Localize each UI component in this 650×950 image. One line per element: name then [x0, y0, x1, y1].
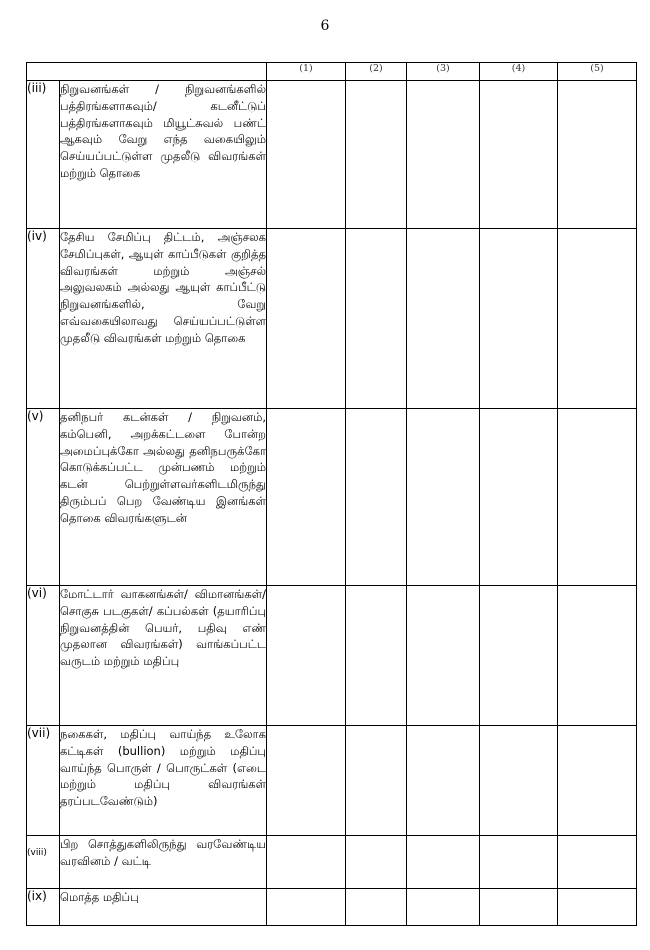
row-number: (iii)	[27, 81, 60, 229]
assets-table	[26, 62, 637, 926]
table-row	[27, 81, 637, 229]
value-cell[interactable]	[346, 836, 407, 889]
column-header: (5)	[558, 63, 637, 81]
header-row	[27, 63, 637, 81]
table-row	[27, 836, 637, 889]
value-cell[interactable]	[346, 229, 407, 409]
row-number: (vii)	[27, 726, 60, 836]
value-cell[interactable]	[558, 229, 637, 409]
value-cell[interactable]	[407, 409, 480, 586]
row-number: (iv)	[27, 229, 60, 409]
value-cell[interactable]	[346, 726, 407, 836]
column-header: (4)	[480, 63, 558, 81]
row-description: தேசிய சேமிப்பு திட்டம், அஞ்சலக சேமிப்புகள், ஆயுள் காப்பீடுகள் குறித்த விவரங்கள் மற்றும் அஞ்சல் அலுவலகம் அல்லது ஆயுள் காப்பீட்டு நிறுவனங்களில், வேறு எவ்வகையிலாவது செய்யப்பட்டுள்ள முதலீடு விவரங்கள் மற்றும் தொகை	[60, 229, 267, 409]
header-blank-cell	[27, 63, 267, 81]
table-row	[27, 229, 637, 409]
row-description: மோட்டார் வாகனங்கள்/ விமானங்கள்/சொகுசு படகுகள்/ கப்பல்கள் (தயாரிப்பு நிறுவனத்தின் பெயர், பதிவு எண் முதலான விவரங்கள்) வாங்கப்பட்ட வருடம் மற்றும் மதிப்பு	[60, 586, 267, 726]
value-cell[interactable]	[346, 409, 407, 586]
value-cell[interactable]	[558, 409, 637, 586]
value-cell[interactable]	[480, 586, 558, 726]
column-header: (2)	[346, 63, 407, 81]
row-number: (viii)	[27, 836, 60, 889]
value-cell[interactable]	[558, 81, 637, 229]
value-cell[interactable]	[480, 409, 558, 586]
value-cell[interactable]	[267, 889, 346, 926]
value-cell[interactable]	[267, 726, 346, 836]
value-cell[interactable]	[346, 81, 407, 229]
value-cell[interactable]	[407, 81, 480, 229]
page-number: 6	[320, 18, 330, 34]
value-cell[interactable]	[480, 81, 558, 229]
table-row	[27, 586, 637, 726]
value-cell[interactable]	[480, 836, 558, 889]
value-cell[interactable]	[480, 889, 558, 926]
value-cell[interactable]	[480, 229, 558, 409]
column-header: (1)	[267, 63, 346, 81]
row-number: (v)	[27, 409, 60, 586]
value-cell[interactable]	[267, 409, 346, 586]
table-row	[27, 889, 637, 926]
value-cell[interactable]	[407, 586, 480, 726]
value-cell[interactable]	[267, 836, 346, 889]
row-description: பிற சொத்துகளிலிருந்து வரவேண்டிய வரவினம் / வட்டி	[60, 836, 267, 889]
column-header: (3)	[407, 63, 480, 81]
value-cell[interactable]	[407, 889, 480, 926]
value-cell[interactable]	[346, 586, 407, 726]
value-cell[interactable]	[558, 836, 637, 889]
value-cell[interactable]	[558, 726, 637, 836]
value-cell[interactable]	[267, 81, 346, 229]
value-cell[interactable]	[267, 229, 346, 409]
value-cell[interactable]	[346, 889, 407, 926]
row-description: மொத்த மதிப்பு	[60, 889, 267, 926]
value-cell[interactable]	[407, 726, 480, 836]
value-cell[interactable]	[407, 836, 480, 889]
row-number: (vi)	[27, 586, 60, 726]
row-number: (ix)	[27, 889, 60, 926]
value-cell[interactable]	[407, 229, 480, 409]
row-description: நகைகள், மதிப்பு வாய்ந்த உலோக கட்டிகள் (bullion) மற்றும் மதிப்பு வாய்ந்த பொருள் / பொருட்கள் (எடை மற்றும் மதிப்பு விவரங்கள் தரப்படவேண்டும்)	[60, 726, 267, 836]
value-cell[interactable]	[267, 586, 346, 726]
table-row	[27, 409, 637, 586]
row-description: தனிநபர் கடன்கள் / நிறுவனம், கம்பெனி, அறக்கட்டளை போன்ற அமைப்புக்கோ அல்லது தனிநபருக்கோ கொடுக்கப்பட்ட முன்பணம் மற்றும் கடன் பெற்றுள்ளவர்களிடமிருந்து திரும்பப் பெற வேண்டிய இனங்கள் தொகை விவரங்களுடன்	[60, 409, 267, 586]
table-row	[27, 726, 637, 836]
value-cell[interactable]	[558, 586, 637, 726]
value-cell[interactable]	[480, 726, 558, 836]
value-cell[interactable]	[558, 889, 637, 926]
row-description: நிறுவனங்கள் / நிறுவனங்களில் பத்திரங்களாகவும்/ கடனீட்டுப் பத்திரங்களாகவும் மியூட்சுவல் பண்ட் ஆகவும் வேறு எந்த வகையிலும் செய்யப்பட்டுள்ள முதலீடு விவரங்கள் மற்றும் தொகை	[60, 81, 267, 229]
